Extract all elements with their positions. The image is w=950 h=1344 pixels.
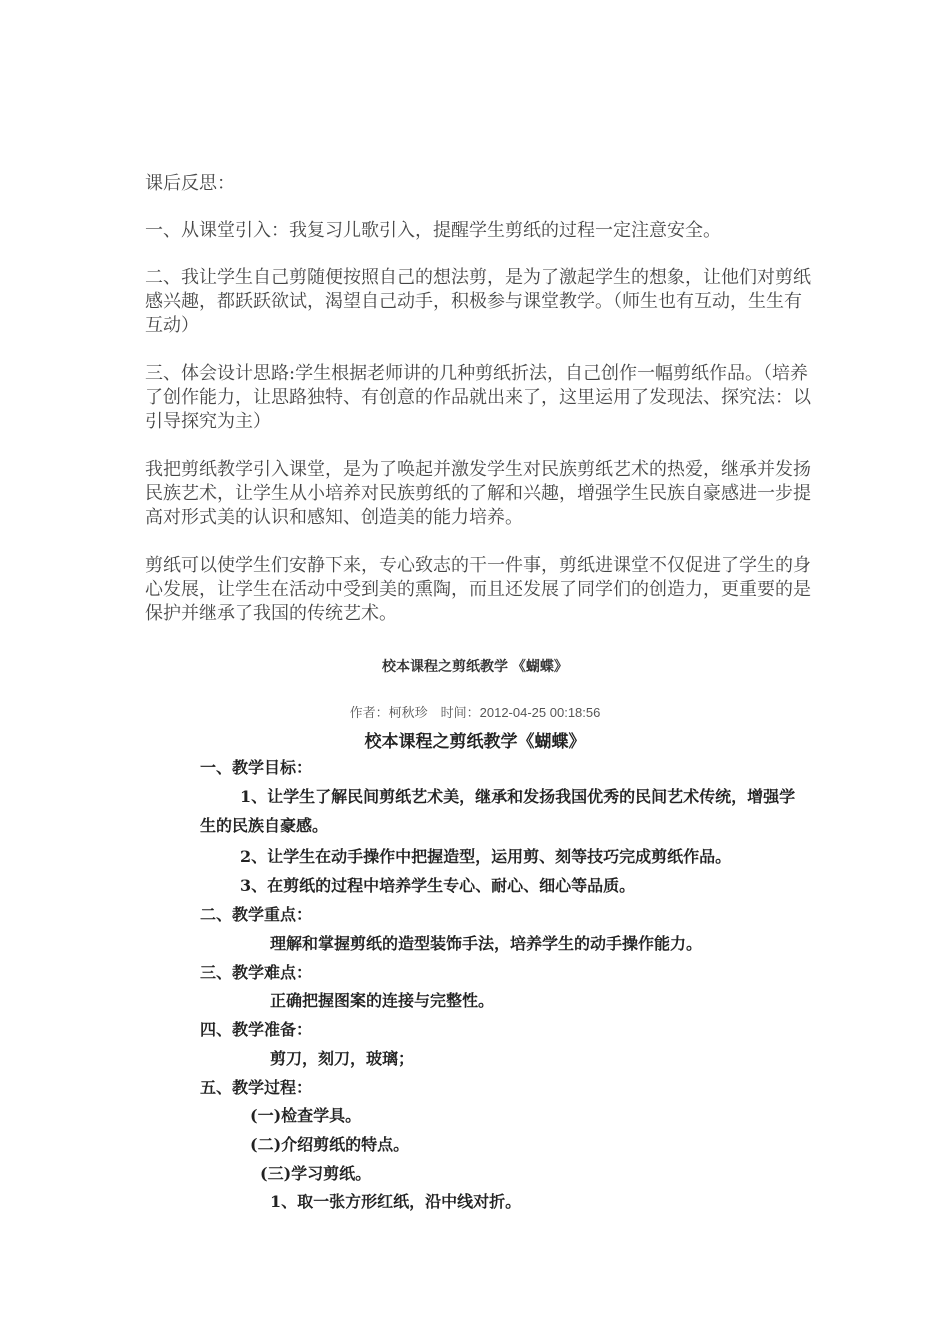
reflection-heading: 课后反思： (145, 173, 235, 194)
difficulty-text: 正确把握图案的连接与完整性。 (270, 991, 495, 1010)
key-point-text: 理解和掌握剪纸的造型装饰手法，培养学生的动手操作能力。 (270, 934, 703, 953)
section-heading-difficulties: 三、教学难点： (200, 963, 313, 982)
section-heading-objectives: 一、教学目标： (200, 758, 313, 777)
objective-item: 1、让学生了解民间剪纸艺术美，继承和发扬我国优秀的民间艺术传统，增强学生的民族自豪感。 (200, 787, 796, 835)
reflection-paragraph: 剪纸可以使学生们安静下来，专心致志的干一件事，剪纸进课堂不仅促进了学生的身心发展，让学生在活动中受到美的熏陶，而且还发展了同学们的创造力，更重要的是保护并继承了我国的传统艺术。 (145, 555, 811, 624)
preparation-text: 剪刀，刻刀，玻璃； (270, 1049, 415, 1068)
section-heading-key-points: 二、教学重点： (200, 905, 313, 924)
section-heading-process: 五、教学过程： (200, 1078, 313, 1097)
reflection-paragraph: 一、从课堂引入：我复习儿歌引入，提醒学生剪纸的过程一定注意安全。 (145, 220, 721, 241)
lesson-title: 校本课程之剪纸教学《蝴蝶》 (364, 732, 586, 752)
section-heading-preparation: 四、教学准备： (200, 1020, 313, 1039)
process-step: (二)介绍剪纸的特点。 (250, 1135, 410, 1154)
process-substep: 1、取一张方形红纸，沿中线对折。 (270, 1192, 522, 1211)
reflection-paragraph: 我把剪纸教学引入课堂，是为了唤起并激发学生对民族剪纸艺术的热爱，继承并发扬民族艺术，让学生从小培养对民族剪纸的了解和兴趣，增强学生民族自豪感进一步提高对形式美的认识和感知、创造美的能力培养。 (145, 459, 811, 528)
reflection-paragraph: 二、我让学生自己剪随便按照自己的想法剪，是为了激起学生的想象，让他们对剪纸感兴趣，都跃跃欲试，渴望自己动手，积极参与课堂教学。（师生也有互动，生生有互动） (145, 267, 811, 336)
process-step: (三)学习剪纸。 (260, 1164, 372, 1183)
objective-item: 3、在剪纸的过程中培养学生专心、耐心、细心等品质。 (240, 876, 636, 895)
process-step: (一)检查学具。 (250, 1106, 362, 1125)
article-byline: 作者：柯秋珍 时间：2012-04-25 00:18:56 (349, 705, 601, 720)
reflection-paragraph: 三、体会设计思路:学生根据老师讲的几种剪纸折法，自己创作一幅剪纸作品。（培养了创作能力，让思路独特、有创意的作品就出来了，这里运用了发现法、探究法：以引导探究为主） (145, 363, 811, 432)
objective-item: 2、让学生在动手操作中把握造型，运用剪、刻等技巧完成剪纸作品。 (240, 847, 732, 866)
article-title: 校本课程之剪纸教学 《蝴蝶》 (382, 658, 568, 674)
